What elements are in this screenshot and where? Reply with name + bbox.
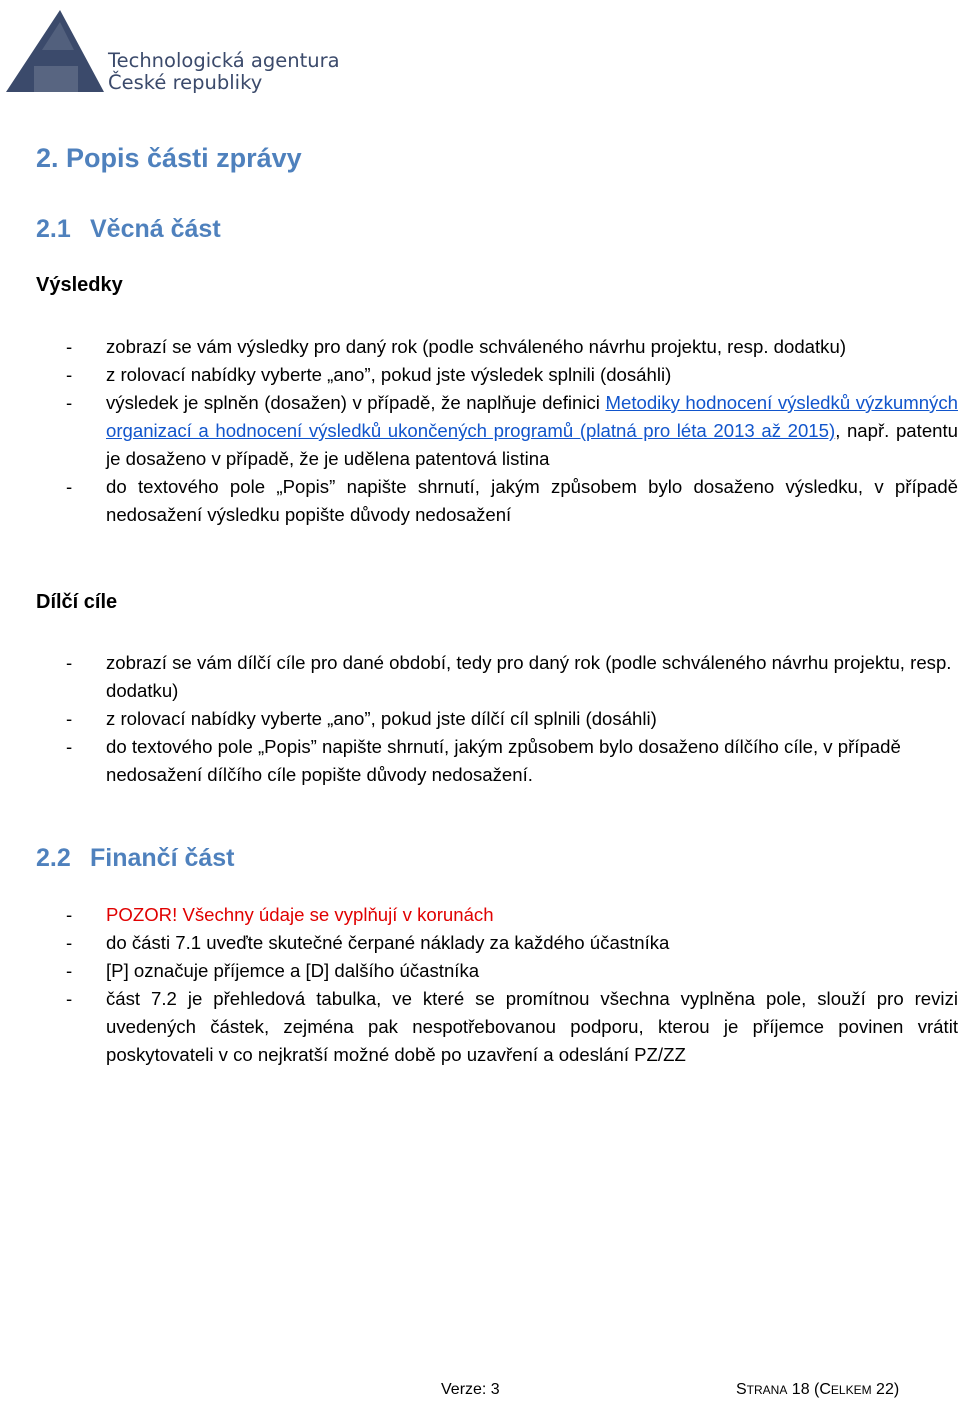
- vysledky-heading: Výsledky: [36, 274, 123, 296]
- footer-page-number: STRANA 18 (CELKEM 22): [736, 1381, 900, 1398]
- vysledky-list: [66, 333, 958, 529]
- section-number: 2.1: [36, 215, 71, 243]
- warning-text: POZOR! Všechny údaje se vyplňují v korunách: [106, 904, 494, 925]
- section-heading-2: 2. Popis části zprávy: [36, 143, 302, 173]
- tacr-logo-mark-icon: [4, 6, 108, 96]
- metodiky-link[interactable]: Metodiky hodnocení výsledků výzkumných organizací a hodnocení výsledků ukončených programů (platná pro léta 2013 až 2015): [106, 392, 958, 441]
- section-number: 2.2: [36, 844, 71, 872]
- logo-line-2: České republiky: [108, 71, 263, 94]
- section-title: Věcná část: [90, 215, 221, 243]
- logo-line-1: Technologická agentura: [108, 49, 340, 72]
- list-item: - do textového pole „Popis” napište shrnutí, jakým způsobem bylo dosaženo dílčího cíle, v případě nedosažení dílčího cíle popište důvody nedosažení.: [66, 736, 901, 785]
- dilci-cile-heading: Dílčí cíle: [36, 591, 118, 613]
- list-item: - POZOR! Všechny údaje se vyplňují v korunách: [66, 904, 494, 925]
- tacr-logo: [4, 6, 340, 96]
- dilci-cile-list: [66, 649, 958, 789]
- list-item: - z rolovací nabídky vyberte „ano”, pokud jste dílčí cíl splnili (dosáhli): [66, 708, 657, 729]
- list-item: - [P] označuje příjemce a [D] dalšího účastníka: [66, 960, 480, 981]
- list-item: - zobrazí se vám výsledky pro daný rok (podle schváleného návrhu projektu, resp. dodatku): [66, 336, 847, 357]
- financni-list: [66, 901, 958, 1069]
- list-item: - do textového pole „Popis” napište shrnutí, jakým způsobem bylo dosaženo výsledku, v případě nedosažení výsledku popište důvody nedosažení: [66, 476, 958, 525]
- footer-version: Verze: 3: [441, 1381, 500, 1398]
- logo-text: [108, 50, 340, 94]
- list-item: - zobrazí se vám dílčí cíle pro dané období, tedy pro daný rok (podle schváleného návrhu projektu, resp. dodatku): [66, 652, 952, 701]
- section-heading-2-1: [36, 215, 221, 244]
- list-item: - do části 7.1 uveďte skutečné čerpané náklady za každého účastníka: [66, 932, 670, 953]
- list-item: - z rolovací nabídky vyberte „ano”, pokud jste výsledek splnili (dosáhli): [66, 364, 672, 385]
- list-item: - výsledek je splněn (dosažen) v případě, že naplňuje definici Metodiky hodnocení výsledků výzkumných organizací a hodnocení výsledků ukončených programů (platná pro léta 2013 až 2015), např. patentu je dosaženo v případě, že je udělena patentová listina: [66, 392, 959, 469]
- list-item: - část 7.2 je přehledová tabulka, ve které se promítnou všechna vyplněna pole, slouží pro revizi uvedených částek, zejména pak nespotřebovanou podporu, kterou je příjemce povinen vrátit poskytovateli v co nejkratší možné době po uzavření a odeslání PZ/ZZ: [66, 988, 958, 1065]
- section-heading-2-2: [36, 844, 235, 873]
- section-title: Finančí část: [90, 844, 235, 872]
